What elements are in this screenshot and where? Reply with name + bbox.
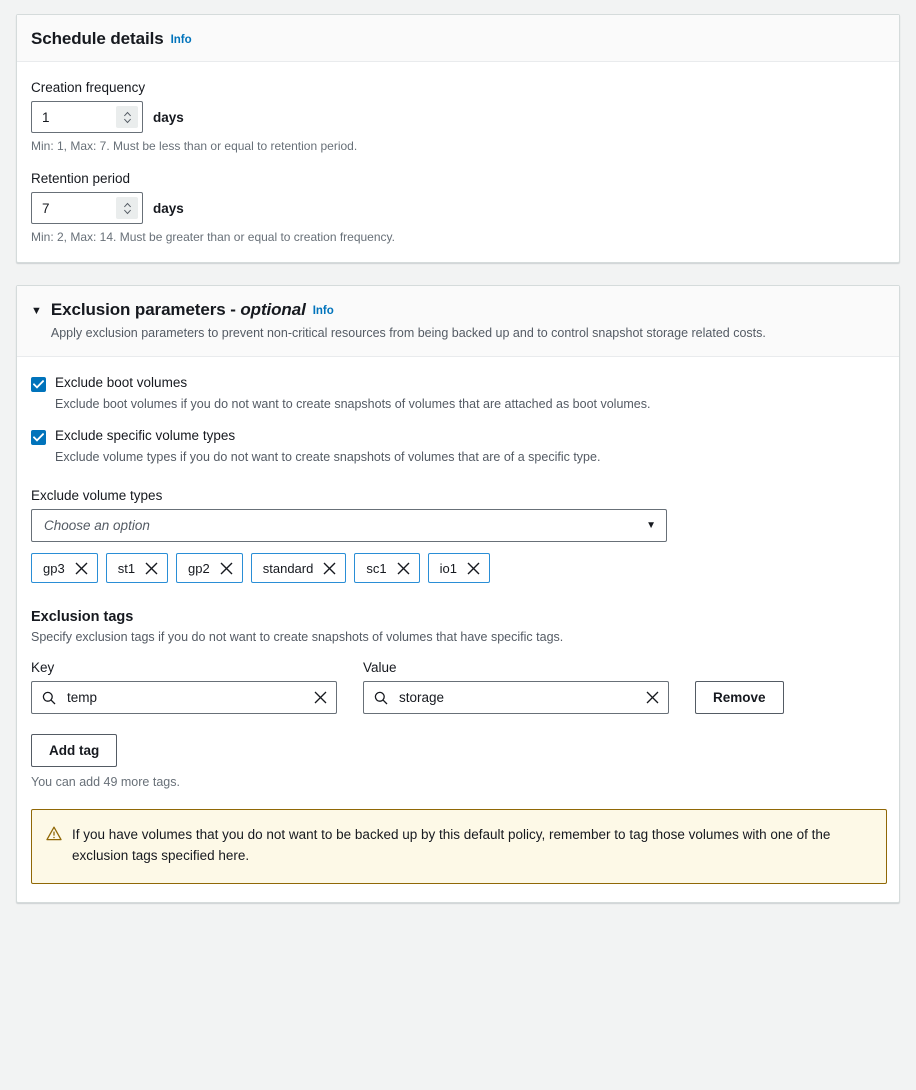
tag-key-input-wrap (31, 681, 337, 714)
volume-type-chip (176, 553, 243, 583)
schedule-details-header (17, 15, 899, 62)
creation-frequency-input[interactable] (32, 102, 106, 132)
exclude-volume-types-field (31, 488, 885, 583)
exclusion-tags-title: Exclusion tags (31, 609, 134, 626)
close-icon (314, 691, 327, 704)
warning-alert-text: If you have volumes that you do not want to be backed up by this default policy, remember to tag those volumes with one of the exclusion tags specified here. (72, 827, 831, 864)
retention-period-label: Retention period (31, 171, 131, 186)
exclude-volume-types-label: Exclude volume types (31, 488, 163, 504)
chevron-up-icon (123, 202, 132, 208)
retention-period-input[interactable] (32, 193, 106, 223)
chevron-down-icon[interactable]: ▼ (31, 305, 42, 317)
clear-tag-key-icon[interactable] (314, 691, 327, 704)
close-icon (75, 562, 88, 575)
exclude-specific-volume-types-block (31, 428, 885, 466)
close-icon (145, 562, 158, 575)
volume-type-chip (106, 553, 168, 583)
remove-volume-type-icon[interactable] (220, 562, 233, 575)
warning-icon (46, 826, 62, 867)
exclude-volume-types-select[interactable] (31, 509, 667, 542)
volume-type-chip (354, 553, 419, 583)
exclusion-parameters-card (16, 285, 900, 903)
info-link-schedule[interactable]: Info (170, 34, 192, 46)
volume-type-chip-label: io1 (439, 560, 457, 576)
search-icon (42, 691, 56, 705)
exclusion-title: Exclusion parameters - (50, 300, 241, 319)
exclude-boot-volumes-label[interactable]: Exclude boot volumes (55, 375, 188, 391)
close-icon (467, 562, 480, 575)
tag-key-label: Key (31, 660, 55, 676)
exclusion-title-row (51, 300, 879, 320)
volume-type-chip-label: standard (262, 560, 314, 576)
exclusion-title-optional: optional (240, 300, 306, 319)
check-icon (33, 433, 44, 442)
checkbox-exclude-specific-volume-types[interactable] (31, 430, 46, 445)
creation-frequency-constraint: Min: 1, Max: 7. Must be less than or equal to retention period. (31, 139, 358, 153)
tag-value-input[interactable] (397, 689, 637, 706)
retention-period-row (31, 192, 885, 224)
close-icon (220, 562, 233, 575)
chevron-down-icon (123, 209, 132, 215)
volume-type-chip-label: gp3 (43, 560, 65, 576)
add-tag-note: You can add 49 more tags. (31, 775, 180, 790)
tag-key-col (31, 660, 337, 714)
selected-volume-type-chips (31, 553, 885, 583)
exclusion-tag-row (31, 660, 885, 714)
volume-type-chip-label: sc1 (366, 560, 387, 576)
creation-frequency-unit: days (153, 109, 184, 125)
warning-triangle-icon (46, 826, 62, 841)
exclusion-parameters-body (17, 357, 899, 902)
schedule-details-card (16, 14, 900, 263)
creation-frequency-field (31, 80, 885, 153)
close-icon (397, 562, 410, 575)
creation-frequency-row (31, 101, 885, 133)
remove-volume-type-icon[interactable] (75, 562, 88, 575)
remove-tag-button[interactable]: Remove (695, 681, 784, 714)
volume-type-chip (31, 553, 98, 583)
exclude-boot-volumes-row[interactable] (31, 375, 885, 392)
volume-type-chip (428, 553, 490, 583)
exclude-specific-volume-types-desc: Exclude volume types if you do not want to create snapshots of volumes that are of a specific type. (55, 450, 601, 465)
checkbox-exclude-boot-volumes[interactable] (31, 377, 46, 392)
volume-type-chip-label: st1 (117, 560, 136, 576)
chevron-down-icon: ▼ (646, 520, 656, 532)
exclusion-description: Apply exclusion parameters to prevent non-critical resources from being backed up and to control snapshot storage related costs. (50, 326, 766, 340)
close-icon (323, 562, 336, 575)
close-icon (646, 691, 659, 704)
creation-frequency-stepper[interactable] (116, 106, 138, 128)
retention-period-field (31, 171, 885, 244)
tag-value-input-wrap (363, 681, 669, 714)
clear-tag-value-icon[interactable] (646, 691, 659, 704)
retention-period-unit: days (153, 200, 184, 216)
exclusion-tags-description: Specify exclusion tags if you do not want to create snapshots of volumes that have specific tags. (31, 630, 564, 645)
exclusion-expand-header[interactable] (31, 300, 879, 342)
add-tag-button[interactable]: Add tag (31, 734, 117, 767)
exclusion-parameters-header (17, 286, 899, 357)
page-title: Schedule details (31, 29, 164, 48)
remove-volume-type-icon[interactable] (397, 562, 410, 575)
volume-type-chip (251, 553, 347, 583)
remove-volume-type-icon[interactable] (323, 562, 336, 575)
exclude-boot-volumes-block (31, 375, 885, 413)
chevron-up-icon (123, 111, 132, 117)
retention-period-input-wrap (31, 192, 143, 224)
chevron-down-icon (123, 118, 132, 124)
add-tag-wrap (31, 734, 885, 789)
check-icon (33, 380, 44, 389)
creation-frequency-input-wrap (31, 101, 143, 133)
exclude-specific-volume-types-label[interactable]: Exclude specific volume types (55, 428, 236, 444)
creation-frequency-label: Creation frequency (31, 80, 146, 95)
schedule-details-body (17, 62, 899, 262)
warning-alert (31, 809, 887, 884)
exclusion-header-text (51, 300, 879, 342)
retention-period-constraint: Min: 2, Max: 14. Must be greater than or equal to creation frequency. (31, 230, 395, 244)
exclude-volume-types-placeholder: Choose an option (44, 518, 150, 534)
retention-period-stepper[interactable] (116, 197, 138, 219)
volume-type-chip-label: gp2 (188, 560, 210, 576)
tag-key-input[interactable] (65, 689, 305, 706)
info-link-exclusion[interactable]: Info (312, 305, 334, 317)
search-icon (374, 691, 388, 705)
tag-value-col (363, 660, 669, 714)
remove-volume-type-icon[interactable] (145, 562, 158, 575)
tag-value-label: Value (363, 660, 397, 676)
exclude-specific-volume-types-row[interactable] (31, 428, 885, 445)
exclude-boot-volumes-desc: Exclude boot volumes if you do not want to create snapshots of volumes that are attached as boot volumes. (55, 397, 651, 412)
remove-volume-type-icon[interactable] (467, 562, 480, 575)
